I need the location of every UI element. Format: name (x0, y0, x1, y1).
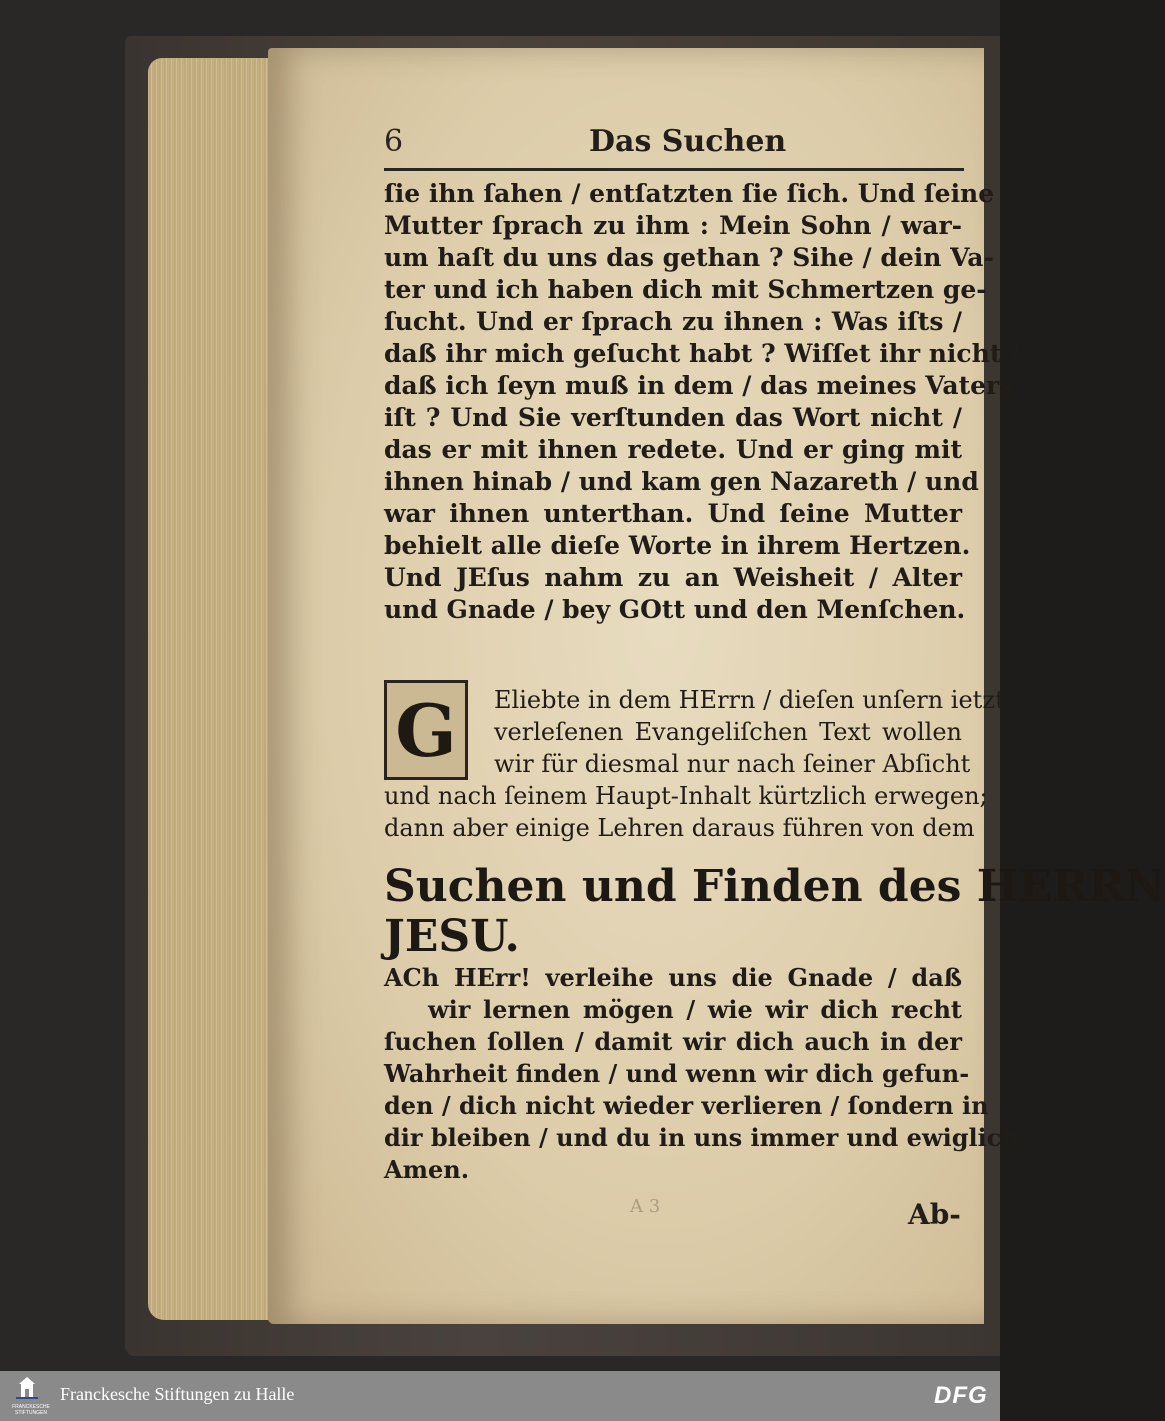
text-line: dann aber einige Lehren daraus führen von dem (384, 814, 975, 842)
decorated-initial: G (384, 680, 468, 780)
text-line: verleſenen Evangeliſchen Text wollen (494, 718, 962, 746)
running-title: Das Suchen (589, 124, 787, 159)
logo-caption-line: FRANCKESCHE (12, 1404, 50, 1410)
text-line: ACh HErr! verleihe uns die Gnade / daß (384, 963, 962, 992)
paragraph-prayer (384, 962, 1028, 1186)
text-line: Mutter ſprach zu ihm : Mein Sohn / war- (384, 211, 962, 240)
heading-line: JESU. (384, 911, 520, 962)
text-line: ihnen hinab / und kam gen Nazareth / und (384, 467, 979, 496)
text-line: ſie ihn ſahen / entſatzten ſie ſich. Und ſeine (384, 179, 995, 208)
section-heading (384, 861, 1165, 962)
building-icon[interactable] (6, 1375, 48, 1417)
text-line: daß ihr mich geſucht habt ? Wiſſet ihr nicht / (384, 339, 1020, 368)
logo-caption (6, 1404, 56, 1416)
page-edges (148, 58, 283, 1320)
text-line: und Gnade / bey GOtt und den Menſchen. (384, 595, 966, 624)
logo-caption-line: STIFTUNGEN (15, 1410, 47, 1416)
text-line: ſuchen ſollen / damit wir dich auch in der (384, 1027, 962, 1056)
text-line: wir für diesmal nur nach ſeiner Abſicht (494, 750, 971, 778)
text-line: den / dich nicht wieder verlieren / ſondern in (384, 1091, 989, 1120)
text-line: Eliebte in dem HErrn / dieſen unſern ietzt (494, 686, 1005, 714)
text-line: Und JEſus nahm zu an Weisheit / Alter (384, 563, 962, 592)
text-line: und nach ſeinem Haupt-Inhalt kürtzlich erwegen; (384, 782, 988, 810)
text-line: um haſt du uns das gethan ? Sihe / dein Va- (384, 243, 994, 272)
paragraph-intro (384, 674, 1005, 844)
text-line: wir lernen mögen / wie wir dich recht (428, 995, 962, 1024)
heading-line: Suchen und Finden des HERRN (384, 861, 1165, 912)
catchword: Ab- (908, 1198, 961, 1231)
text-line: Wahrheit finden / und wenn wir dich gefun- (384, 1059, 970, 1088)
institution-name[interactable]: Franckesche Stiftungen zu Halle (60, 1384, 295, 1404)
running-head (384, 124, 964, 164)
text-line: Amen. (384, 1155, 470, 1184)
text-line: behielt alle dieſe Worte in ihrem Hertzen. (384, 531, 971, 560)
text-line: daß ich ſeyn muß in dem / das meines Vaters (384, 371, 1014, 400)
text-line: ter und ich haben dich mit Schmertzen ge- (384, 275, 987, 304)
text-line: war ihnen unterthan. Und ſeine Mutter (384, 499, 962, 528)
dfg-logo[interactable]: DFG (934, 1382, 988, 1409)
page-number: 6 (384, 124, 404, 159)
text-line: ſucht. Und er ſprach zu ihnen : Was iſts / (384, 307, 962, 336)
viewer-footer (0, 1371, 1000, 1421)
text-line: iſt ? Und Sie verſtunden das Wort nicht / (384, 403, 962, 432)
text-line: das er mit ihnen redete. Und er ging mit (384, 435, 962, 464)
paragraph-gospel (384, 178, 1020, 626)
signature-mark: A 3 (630, 1196, 661, 1217)
text-line: dir bleiben / und du in uns immer und ewiglich, (384, 1123, 1028, 1152)
header-rule (384, 168, 964, 171)
